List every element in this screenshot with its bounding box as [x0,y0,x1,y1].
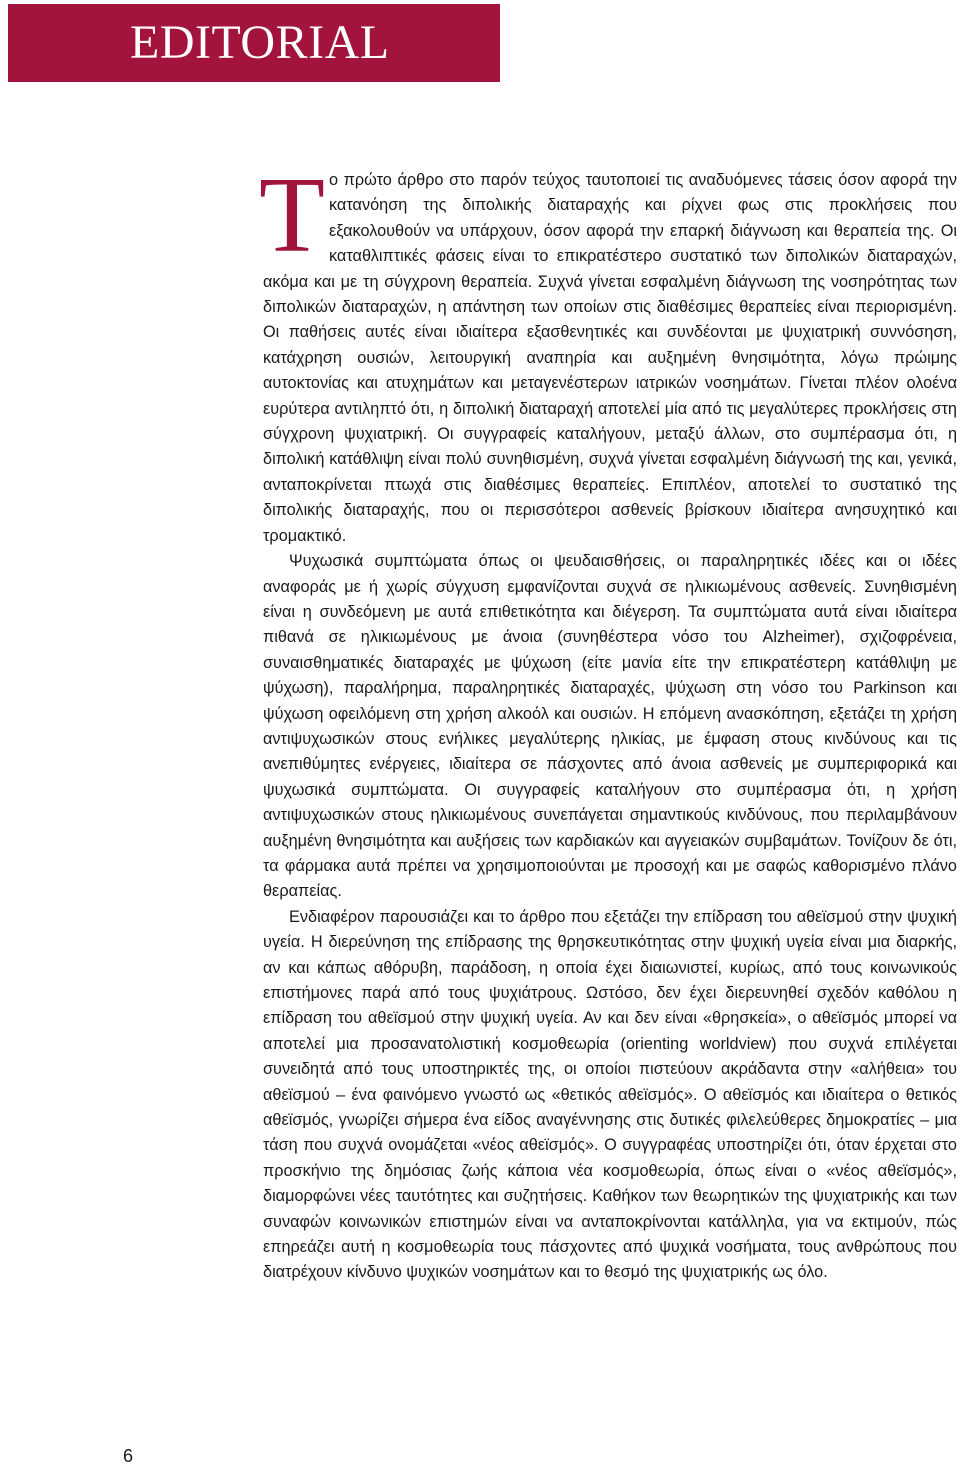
page-number: 6 [123,1446,134,1466]
section-title: EDITORIAL [130,16,390,69]
article-paragraph-1 [259,156,957,549]
article-paragraph-3: Ενδιαφέρον παρουσιάζει και το άρθρο που εξετάζει την επίδραση του αθεϊσμού στην ψυχική υγεία. Η διερεύνηση της επίδρασης της θρησκευτικότητας στην ψυχική υγεία είναι μια διαρκής, αν και κάπως αθόρυβη, παράδοση, η οποία έχει διαιωνιστεί, κυρίως, από τους κοινωνικούς επιστήμονες παρά από τους ψυχιάτρους. Ωστόσο, δεν έχει διερευνηθεί σχεδόν καθόλου η επίδραση του αθεϊσμού στην ψυχική υγεία. Αν και δεν είναι «θρησκεία», ο αθεϊσμός μπορεί να αποτελεί μια προσανατολιστική κοσμοθεωρία (orienting worldview) που συχνά επιλέγεται συνειδητά από τους υποστηρικτές της, οι οποίοι πιστεύουν ακράδαντα στην «αλήθεια» του αθεϊσμού – ένα φαινόμενο γνωστό ως «θετικός αθεϊσμός». Ο αθεϊσμός και ιδιαίτερα ο θετικός αθεϊσμός, γνωρίζει σήμερα ένα είδος αναγέννησης στις δυτικές φιλελεύθερες δημοκρατίες – μια τάση που συχνά ονομάζεται «νέος αθεϊσμός». Ο συγγραφέας υποστηρίζει ότι, όταν έρχεται στο προσκήνιο της δημόσιας ζωής κάποια νέα κοσμοθεωρία, όπως είναι ο «νέος αθεϊσμός», διαμορφώνει νέες ταυτότητες και συζητήσεις. Καθήκον των θεωρητικών της ψυχιατρικής και των συναφών κοινωνικών επιστημών είναι να ανταποκρίνονται κατάλληλα, για να εκτιμούν, πώς επηρεάζει αυτή η κοσμοθεωρία τους πάσχοντες από ψυχικά νοσήματα, τους ανθρώπους που διατρέχουν κίνδυνο ψυχικών νοσημάτων και το θεσμό της ψυχιατρικής ως όλο. [263,907,957,1282]
article-paragraph-2: Ψυχωσικά συμπτώματα όπως οι ψευδαισθήσεις, οι παραληρητικές ιδέες και οι ιδέες αναφοράς με ή χωρίς σύγχυση εμφανίζονται συχνά σε ηλικιωμένους ασθενείς. Συνηθισμένη είναι η συνδεόμενη με αυτά επιθετικότητα και διέγερση. Τα συμπτώματα αυτά είναι ιδιαίτερα πιθανά σε ηλικιωμένους με άνοια (συνηθέστερα νόσο του Alzheimer), σχιζοφρένεια, συναισθηματικές διαταραχές με ψύχωση (είτε μανία είτε την επικρατέστερη κατάθλιψη με ψύχωση), παραλήρημα, παραληρητικές διαταραχές, ψύχωση στη νόσο του Parkinson και ψύχωση οφειλόμενη στη χρήση αλκοόλ και ουσιών. Η επόμενη ανασκόπηση, εξετάζει τη χρήση αντιψυχωσικών στους ενήλικες μεγαλύτερης ηλικίας, με έμφαση στους κινδύνους και τις ανεπιθύμητες ενέργειες, ιδιαίτερα σε πάσχοντες από άνοια ασθενείς με συμπεριφορικά και ψυχωσικά συμπτώματα. Οι συγγραφείς καταλήγουν στο συμπέρασμα ότι, η χρήση αντιψυχωσικών στους ηλικιωμένους συνεπάγεται σημαντικούς κινδύνους, που περιλαμβάνουν αυξημένη θνησιμότητα και αυξήσεις των καρδιακών και αγγειακών συμβαμάτων. Τονίζουν δε ότι, τα φάρμακα αυτά πρέπει να χρησιμοποιούνται με προσοχή και με σαφώς καθορισμένο πλάνο θεραπείας. [263,552,957,901]
editorial-header-band [8,4,500,82]
article-body [259,156,957,1286]
drop-cap: T [259,156,325,275]
paragraph-1-text: ο πρώτο άρθρο στο παρόν τεύχος ταυτοποιεί τις αναδυόμενες τάσεις όσον αφορά την κατανόηση της διπολικής διαταραχής και ρίχνει φως στις προκλήσεις που εξακολουθούν να υπάρχουν, όσον αφορά την επαρκή διάγνωση και θεραπεία της. Οι καταθλιπτικές φάσεις είναι το επικρατέστερο συστατικό των διπολικών διαταραχών, ακόμα και με τη σύγχρονη θεραπεία. Συχνά γίνεται εσφαλμένη διάγνωση της νοσηρότητας των διπολικών διαταραχών, η απάντηση των οποίων στις διαθέσιμες θεραπείες είναι περιορισμένη. Οι παθήσεις αυτές είναι ιδιαίτερα εξασθενητικές και συνδέονται με ψυχιατρική συννόσηση, κατάχρηση ουσιών, λειτουργική αναπηρία και αυξημένη θνησιμότητα, λόγω πρώιμης αυτοκτονίας και ατυχημάτων και μεταγενέστερων ιατρικών νοσημάτων. Γίνεται πλέον ολοένα ευρύτερα αντιληπτό ότι, η διπολική διαταραχή αποτελεί μία από τις μεγαλύτερες προκλήσεις στη σύγχρονη ψυχιατρική. Οι συγγραφείς καταλήγουν, μεταξύ άλλων, στο συμπέρασμα ότι, η διπολική κατάθλιψη είναι πολύ συνηθισμένη, συχνά γίνεται εσφαλμένη διάγνωσή της και, γενικά, ανταποκρίνεται πτωχά στις διαθέσιμες θεραπείες. Επιπλέον, αποτελεί το συστατικό της διπολικής διαταραχής, που οι περισσότεροι ασθενείς βρίσκουν ιδιαίτερα ανησυχητικό και τρομακτικό. [263,171,957,545]
